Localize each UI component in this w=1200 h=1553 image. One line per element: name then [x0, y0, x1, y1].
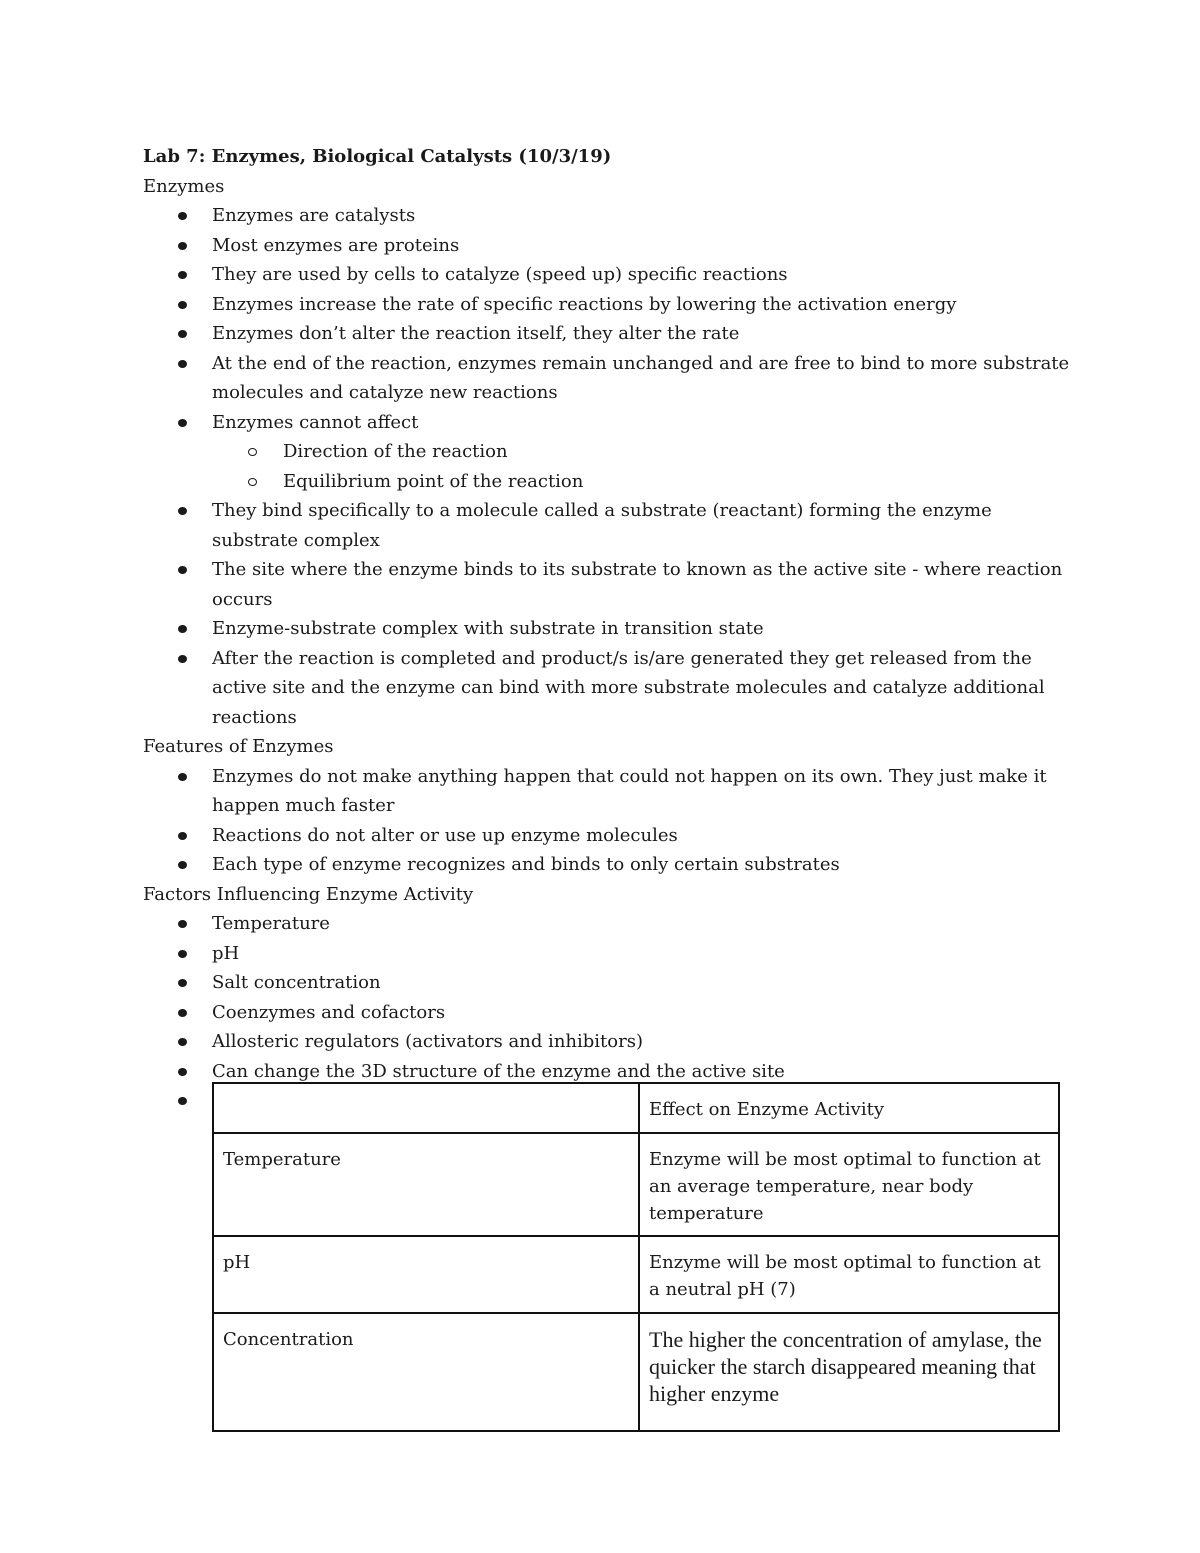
table-header-cell	[213, 1083, 639, 1133]
table-row	[213, 1133, 1059, 1236]
bullet-icon	[178, 301, 187, 309]
section-heading: Enzymes	[143, 175, 225, 197]
enzyme-effects-table	[212, 1082, 1060, 1432]
bullet-icon	[178, 625, 187, 633]
bullet-icon	[178, 832, 187, 840]
list-item: They bind specifically to a molecule called a substrate (reactant) forming the enzyme substrate complex	[143, 496, 1073, 555]
bullet-icon	[178, 1038, 187, 1046]
bullet-icon	[178, 1097, 187, 1105]
section-factors	[143, 880, 1073, 1116]
bullet-icon	[178, 1068, 187, 1076]
bullet-icon	[178, 861, 187, 869]
list-item: Most enzymes are proteins	[143, 231, 1073, 261]
list-item: Allosteric regulators (activators and inhibitors)	[143, 1027, 1073, 1057]
table-cell-factor: pH	[213, 1236, 639, 1313]
circle-bullet-icon	[248, 478, 257, 486]
bullet-icon	[178, 507, 187, 515]
bullet-icon	[178, 360, 187, 368]
bullet-icon	[178, 1009, 187, 1017]
list-item: Enzymes don’t alter the reaction itself, they alter the rate	[143, 319, 1073, 349]
list-item: Enzymes cannot affect Direction of the reaction Equilibrium point of the reaction	[143, 408, 1073, 497]
sub-list	[212, 437, 1073, 496]
table-row	[213, 1313, 1059, 1431]
list-item: At the end of the reaction, enzymes remain unchanged and are free to bind to more substrate molecules and catalyze new reactions	[143, 349, 1073, 408]
bullet-icon	[178, 566, 187, 574]
section-heading: Factors Influencing Enzyme Activity	[143, 883, 474, 905]
sub-list-item: Equilibrium point of the reaction	[212, 467, 1073, 497]
bullet-icon	[178, 950, 187, 958]
sub-list-item: Direction of the reaction	[212, 437, 1073, 467]
bullet-icon	[178, 271, 187, 279]
table-cell-factor: Temperature	[213, 1133, 639, 1236]
list-item: Reactions do not alter or use up enzyme molecules	[143, 821, 1073, 851]
table-row	[213, 1236, 1059, 1313]
bullet-icon	[178, 419, 187, 427]
document-body	[143, 142, 1073, 1116]
list-item: Enzymes are catalysts	[143, 201, 1073, 231]
bullet-icon	[178, 773, 187, 781]
list-item: pH	[143, 939, 1073, 969]
table-cell-effect: Enzyme will be most optimal to function at an average temperature, near body temperature	[639, 1133, 1059, 1236]
list-item: Each type of enzyme recognizes and binds to only certain substrates	[143, 850, 1073, 880]
table-header-row	[213, 1083, 1059, 1133]
list-item: Salt concentration	[143, 968, 1073, 998]
bullet-icon	[178, 655, 187, 663]
list-item: Enzymes do not make anything happen that could not happen on its own. They just make it happen much faster	[143, 762, 1073, 821]
section-heading: Features of Enzymes	[143, 736, 334, 757]
list-item: They are used by cells to catalyze (speed up) specific reactions	[143, 260, 1073, 290]
list-item: Enzyme-substrate complex with substrate in transition state	[143, 614, 1073, 644]
list-item: Coenzymes and cofactors	[143, 998, 1073, 1028]
table-cell-effect: The higher the concentration of amylase, the quicker the starch disappeared meaning that higher enzyme	[639, 1313, 1059, 1431]
bullet-icon	[178, 242, 187, 250]
list-item: After the reaction is completed and product/s is/are generated they get released from the active site and the enzyme can bind with more substrate molecules and catalyze additional reactions	[143, 644, 1073, 733]
list-item: Enzymes increase the rate of specific reactions by lowering the activation energy	[143, 290, 1073, 320]
bullet-icon	[178, 212, 187, 220]
bullet-icon	[178, 920, 187, 928]
list-item: The site where the enzyme binds to its substrate to known as the active site - where reaction occurs	[143, 555, 1073, 614]
table-header-cell: Effect on Enzyme Activity	[639, 1083, 1059, 1133]
table-cell-effect: Enzyme will be most optimal to function at a neutral pH (7)	[639, 1236, 1059, 1313]
table-cell-factor: Concentration	[213, 1313, 639, 1431]
circle-bullet-icon	[248, 448, 257, 456]
list-item: Can change the 3D structure of the enzyme and the active site	[143, 1057, 1073, 1087]
list-item: Temperature	[143, 909, 1073, 939]
bullet-list	[143, 201, 1073, 732]
bullet-icon	[178, 330, 187, 338]
bullet-icon	[178, 979, 187, 987]
page-title: Lab 7: Enzymes, Biological Catalysts (10/3/19)	[143, 146, 612, 167]
section-features	[143, 732, 1073, 880]
section-enzymes	[143, 172, 1073, 733]
bullet-list	[143, 762, 1073, 880]
